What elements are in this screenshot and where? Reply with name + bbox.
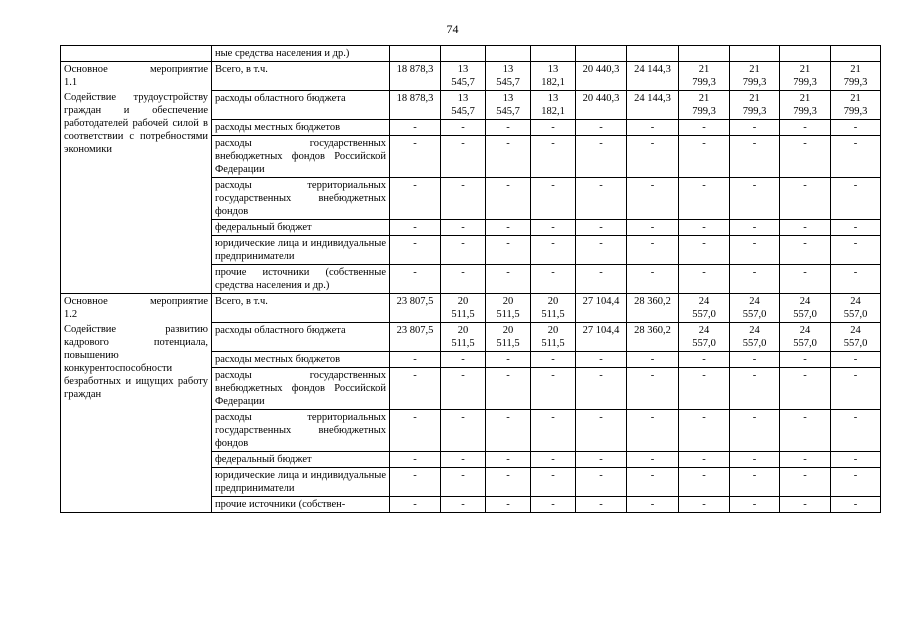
value-part: 557,0: [742, 338, 767, 349]
value-part: 20: [457, 296, 469, 307]
value-cell: -: [390, 120, 441, 136]
value-cell: [576, 46, 627, 62]
value-part: 799,3: [793, 77, 817, 88]
value-cell: -: [780, 468, 831, 497]
value-cell: [441, 46, 486, 62]
value-cell: [627, 46, 679, 62]
value-part: 511,5: [541, 338, 565, 349]
value-part: 21: [850, 64, 861, 75]
value-cell: -: [390, 136, 441, 178]
event-cell: [61, 294, 212, 513]
value-cell: [730, 62, 780, 91]
value-cell: -: [531, 120, 576, 136]
value-cell: -: [780, 410, 831, 452]
value-cell: -: [831, 452, 881, 468]
value-part: 545,7: [496, 106, 520, 117]
value-cell: -: [486, 120, 531, 136]
value-cell: -: [679, 368, 730, 410]
value-part: 24: [698, 325, 710, 336]
value-part: 182,1: [541, 106, 565, 117]
value-cell: [780, 46, 831, 62]
value-cell: -: [486, 468, 531, 497]
value-cell: [679, 62, 730, 91]
value-part: 557,0: [692, 338, 716, 349]
value-cell: -: [531, 236, 576, 265]
value-cell: -: [627, 452, 679, 468]
source-cell: расходы государственных внебюджетных фондов Российской Федерации: [212, 368, 390, 410]
source-cell: ные средства населения и др.): [212, 46, 390, 62]
value-part: 21: [749, 64, 760, 75]
value-part: 557,0: [793, 309, 817, 320]
event-description: Содействие развитию кадрового потенциала, повышению конкурентоспособности безработных и ищущих работу граждан: [64, 324, 208, 400]
value-cell: [531, 91, 576, 120]
value-part: 13: [547, 64, 559, 75]
value-cell: -: [486, 136, 531, 178]
value-cell: -: [531, 136, 576, 178]
value-cell: -: [831, 136, 881, 178]
value-cell: -: [627, 468, 679, 497]
value-cell: -: [531, 352, 576, 368]
value-part: 24: [799, 325, 811, 336]
value-part: 20: [547, 325, 559, 336]
value-cell: -: [730, 352, 780, 368]
value-cell: [831, 62, 881, 91]
value-cell: -: [576, 352, 627, 368]
value-cell: [531, 62, 576, 91]
event-description: Содействие трудоустройству граждан и обеспечение работодателей рабочей силой в соответствии с потребностями экономики: [64, 92, 208, 155]
value-cell: -: [390, 236, 441, 265]
value-part: 182,1: [541, 77, 565, 88]
value-cell: 20 440,3: [576, 62, 627, 91]
source-cell: юридические лица и индивидуальные предприниматели: [212, 468, 390, 497]
value-cell: -: [441, 410, 486, 452]
value-cell: -: [831, 178, 881, 220]
value-cell: -: [679, 497, 730, 513]
source-cell: расходы территориальных государственных внебюджетных фондов: [212, 410, 390, 452]
value-cell: -: [627, 352, 679, 368]
value-cell: -: [627, 178, 679, 220]
value-cell: -: [531, 410, 576, 452]
value-cell: -: [679, 352, 730, 368]
value-cell: -: [486, 236, 531, 265]
value-part: 13: [457, 93, 469, 104]
source-cell: расходы государственных внебюджетных фондов Российской Федерации: [212, 136, 390, 178]
value-cell: -: [679, 410, 730, 452]
value-cell: -: [486, 368, 531, 410]
value-part: 21: [799, 64, 811, 75]
value-cell: -: [531, 178, 576, 220]
value-cell: 23 807,5: [390, 323, 441, 352]
value-cell: -: [780, 220, 831, 236]
value-cell: [679, 323, 730, 352]
table-body: [61, 46, 881, 513]
value-cell: [780, 323, 831, 352]
table-row: [61, 294, 881, 323]
value-cell: -: [390, 220, 441, 236]
source-cell: прочие источники (собствен-: [212, 497, 390, 513]
value-cell: -: [441, 265, 486, 294]
value-cell: -: [730, 220, 780, 236]
value-cell: [730, 46, 780, 62]
value-cell: -: [441, 497, 486, 513]
value-part: 511,5: [541, 309, 565, 320]
value-cell: -: [486, 410, 531, 452]
source-cell: расходы областного бюджета: [212, 323, 390, 352]
value-cell: -: [486, 352, 531, 368]
value-cell: -: [486, 497, 531, 513]
value-part: 511,5: [496, 338, 520, 349]
value-cell: 20 440,3: [576, 91, 627, 120]
value-cell: -: [576, 220, 627, 236]
value-part: 799,3: [742, 77, 767, 88]
value-cell: [831, 323, 881, 352]
value-cell: -: [486, 178, 531, 220]
value-cell: [831, 294, 881, 323]
event-number: 1.1: [64, 77, 78, 88]
value-cell: -: [441, 220, 486, 236]
value-part: 20: [502, 325, 514, 336]
value-cell: -: [531, 368, 576, 410]
value-cell: -: [780, 352, 831, 368]
value-part: 799,3: [843, 77, 868, 88]
value-cell: [531, 323, 576, 352]
value-cell: -: [679, 220, 730, 236]
value-cell: -: [730, 178, 780, 220]
value-cell: -: [486, 220, 531, 236]
value-cell: -: [441, 452, 486, 468]
value-cell: -: [831, 220, 881, 236]
value-cell: -: [531, 265, 576, 294]
value-cell: -: [730, 452, 780, 468]
value-cell: [390, 46, 441, 62]
event-title-word: мероприятие: [150, 296, 208, 307]
value-part: 21: [749, 93, 760, 104]
value-part: 20: [502, 296, 514, 307]
value-cell: [679, 91, 730, 120]
value-part: 21: [850, 93, 861, 104]
value-cell: -: [780, 136, 831, 178]
value-cell: -: [831, 236, 881, 265]
value-cell: -: [780, 368, 831, 410]
value-cell: [831, 91, 881, 120]
value-cell: 24 144,3: [627, 91, 679, 120]
value-cell: -: [441, 178, 486, 220]
value-cell: -: [390, 468, 441, 497]
value-cell: -: [441, 136, 486, 178]
value-cell: -: [627, 120, 679, 136]
value-cell: -: [780, 497, 831, 513]
value-cell: -: [576, 468, 627, 497]
value-cell: -: [831, 368, 881, 410]
value-cell: -: [441, 236, 486, 265]
value-cell: -: [627, 265, 679, 294]
value-cell: -: [780, 120, 831, 136]
value-cell: [486, 46, 531, 62]
value-cell: -: [576, 452, 627, 468]
event-title-word: Основное: [64, 64, 108, 75]
value-cell: -: [831, 352, 881, 368]
value-cell: -: [831, 265, 881, 294]
value-cell: -: [576, 120, 627, 136]
value-cell: -: [679, 178, 730, 220]
value-part: 557,0: [793, 338, 817, 349]
source-cell: Всего, в т.ч.: [212, 294, 390, 323]
value-part: 13: [547, 93, 559, 104]
value-part: 24: [799, 296, 811, 307]
value-cell: [441, 91, 486, 120]
value-part: 13: [502, 93, 514, 104]
value-cell: -: [730, 120, 780, 136]
source-cell: расходы местных бюджетов: [212, 352, 390, 368]
value-cell: -: [576, 497, 627, 513]
value-cell: -: [441, 468, 486, 497]
value-part: 545,7: [451, 77, 475, 88]
source-cell: федеральный бюджет: [212, 220, 390, 236]
value-cell: -: [730, 136, 780, 178]
value-cell: -: [780, 265, 831, 294]
value-part: 511,5: [496, 309, 520, 320]
value-cell: -: [576, 136, 627, 178]
source-cell: прочие источники (собственные средства населения и др.): [212, 265, 390, 294]
page-number: 74: [446, 22, 459, 36]
value-cell: -: [441, 120, 486, 136]
value-cell: [441, 323, 486, 352]
source-cell: расходы территориальных государственных внебюджетных фондов: [212, 178, 390, 220]
value-cell: -: [730, 410, 780, 452]
value-cell: -: [576, 410, 627, 452]
value-cell: [679, 46, 730, 62]
event-number: 1.2: [64, 309, 78, 320]
source-cell: федеральный бюджет: [212, 452, 390, 468]
event-title: [64, 295, 208, 308]
value-cell: [441, 62, 486, 91]
value-cell: [730, 323, 780, 352]
value-cell: [730, 294, 780, 323]
value-cell: -: [831, 410, 881, 452]
event-title: [64, 63, 208, 76]
value-part: 557,0: [742, 309, 767, 320]
value-cell: -: [486, 265, 531, 294]
value-cell: -: [486, 452, 531, 468]
value-cell: -: [780, 178, 831, 220]
value-part: 21: [698, 93, 710, 104]
value-cell: [486, 294, 531, 323]
value-part: 24: [698, 296, 710, 307]
value-cell: [531, 294, 576, 323]
value-cell: -: [679, 468, 730, 497]
value-part: 24: [749, 296, 760, 307]
value-part: 545,7: [496, 77, 520, 88]
value-cell: -: [730, 468, 780, 497]
value-cell: -: [531, 452, 576, 468]
value-cell: -: [679, 236, 730, 265]
value-cell: -: [576, 265, 627, 294]
value-cell: 28 360,2: [627, 294, 679, 323]
value-cell: -: [831, 497, 881, 513]
value-cell: -: [780, 236, 831, 265]
value-cell: 27 104,4: [576, 294, 627, 323]
value-cell: [730, 91, 780, 120]
value-cell: -: [390, 497, 441, 513]
value-cell: -: [390, 265, 441, 294]
value-cell: 18 878,3: [390, 62, 441, 91]
value-cell: -: [679, 120, 730, 136]
value-cell: -: [390, 410, 441, 452]
value-cell: -: [390, 368, 441, 410]
value-cell: -: [627, 497, 679, 513]
value-part: 24: [749, 325, 760, 336]
value-cell: -: [730, 497, 780, 513]
value-cell: -: [576, 178, 627, 220]
value-cell: -: [390, 178, 441, 220]
value-part: 511,5: [451, 309, 475, 320]
value-part: 799,3: [692, 77, 716, 88]
value-cell: -: [730, 265, 780, 294]
value-part: 545,7: [451, 106, 475, 117]
value-cell: -: [831, 120, 881, 136]
table-row: [61, 46, 881, 62]
value-part: 21: [698, 64, 710, 75]
value-part: 799,3: [692, 106, 716, 117]
value-cell: [531, 46, 576, 62]
value-cell: [679, 294, 730, 323]
value-cell: -: [390, 452, 441, 468]
value-part: 20: [457, 325, 469, 336]
value-part: 24: [850, 325, 861, 336]
value-cell: -: [627, 236, 679, 265]
value-part: 24: [850, 296, 861, 307]
value-cell: 28 360,2: [627, 323, 679, 352]
value-cell: 18 878,3: [390, 91, 441, 120]
value-part: 557,0: [843, 309, 868, 320]
source-cell: расходы областного бюджета: [212, 91, 390, 120]
value-cell: -: [390, 352, 441, 368]
value-cell: -: [531, 497, 576, 513]
value-cell: 23 807,5: [390, 294, 441, 323]
value-part: 799,3: [742, 106, 767, 117]
value-cell: -: [531, 468, 576, 497]
value-part: 799,3: [843, 106, 868, 117]
value-cell: -: [627, 220, 679, 236]
value-cell: -: [441, 352, 486, 368]
value-cell: -: [679, 452, 730, 468]
event-cell: [61, 46, 212, 62]
source-cell: юридические лица и индивидуальные предприниматели: [212, 236, 390, 265]
value-cell: -: [576, 368, 627, 410]
value-cell: -: [831, 468, 881, 497]
value-cell: 24 144,3: [627, 62, 679, 91]
value-cell: [780, 62, 831, 91]
source-cell: Всего, в т.ч.: [212, 62, 390, 91]
budget-table: [60, 45, 881, 513]
event-title-word: мероприятие: [150, 64, 208, 75]
value-cell: [486, 323, 531, 352]
value-cell: -: [627, 410, 679, 452]
value-part: 13: [502, 64, 514, 75]
event-title-word: Основное: [64, 296, 108, 307]
value-cell: -: [627, 368, 679, 410]
value-cell: [486, 62, 531, 91]
value-cell: -: [627, 136, 679, 178]
value-part: 557,0: [692, 309, 716, 320]
value-cell: -: [780, 452, 831, 468]
value-cell: [780, 294, 831, 323]
value-cell: [486, 91, 531, 120]
event-cell: [61, 62, 212, 294]
value-cell: -: [576, 236, 627, 265]
value-cell: -: [679, 265, 730, 294]
value-cell: [780, 91, 831, 120]
value-cell: -: [730, 368, 780, 410]
value-part: 557,0: [843, 338, 868, 349]
value-cell: -: [531, 220, 576, 236]
value-cell: [831, 46, 881, 62]
value-part: 20: [547, 296, 559, 307]
value-part: 511,5: [451, 338, 475, 349]
value-cell: -: [730, 236, 780, 265]
value-cell: -: [679, 136, 730, 178]
value-cell: [441, 294, 486, 323]
value-cell: -: [441, 368, 486, 410]
source-cell: расходы местных бюджетов: [212, 120, 390, 136]
table-row: [61, 62, 881, 91]
value-part: 799,3: [793, 106, 817, 117]
value-part: 13: [457, 64, 469, 75]
value-cell: 27 104,4: [576, 323, 627, 352]
value-part: 21: [799, 93, 811, 104]
